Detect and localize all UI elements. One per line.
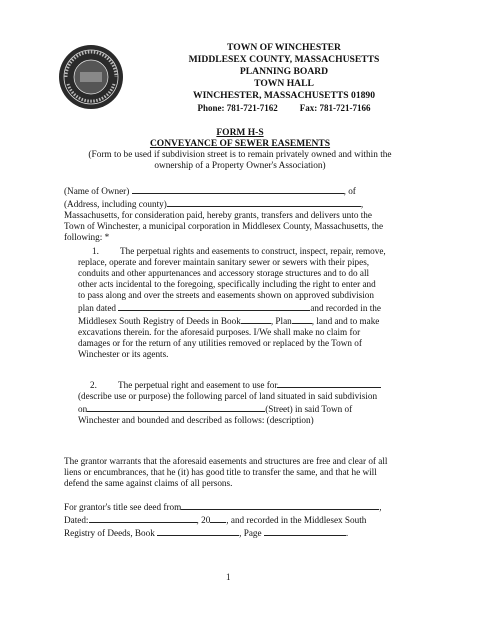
town-seal-icon (58, 44, 124, 110)
intro-line3: Massachusetts, for consideration paid, hereby grants, transfers and delivers unto the (64, 210, 372, 220)
on-label: on (78, 404, 88, 414)
form-number: FORM H-S (216, 128, 264, 138)
para1-line1: The perpetual rights and easements to construct, inspect, repair, remove, (120, 246, 386, 256)
para1-line3: conduits and other appurtenances and accessory storage structures and to do all (78, 268, 370, 278)
plan-dated-label: plan dated (78, 303, 117, 313)
paragraph-2 (78, 378, 398, 426)
para2-number: 2. (90, 380, 97, 390)
title-reference-section (64, 500, 414, 539)
department-name: PLANNING BOARD (239, 66, 329, 77)
form-subtitle: CONVEYANCE OF SEWER EASEMENTS (149, 139, 331, 149)
book-field[interactable] (241, 314, 271, 324)
owner-field[interactable] (132, 184, 344, 194)
para2-line1: The perpetual right and easement to use for (118, 380, 278, 390)
para1-line10: Winchester or its agents. (78, 349, 169, 359)
deed-from-label: For grantor's title see deed from (64, 502, 182, 512)
intro-line5: following: * (64, 232, 110, 242)
registry-label: Middlesex South Registry of Deeds in Book (78, 316, 241, 326)
address-field[interactable] (167, 197, 364, 209)
registry-book-field[interactable] (157, 526, 239, 536)
para1-line8: excavations therein. for the aforesaid purposes. I/We shall make no claim for (78, 327, 361, 337)
contact-line (160, 102, 408, 114)
street-text: (Street) in said Town of (265, 404, 353, 414)
para1-line2: replace, operate and forever maintain sanitary sewer or sewers with their pipes, (78, 257, 370, 267)
warranty-line1: The grantor warrants that the aforesaid easements and structures are free and clear of all (64, 456, 388, 466)
form-note-line1: (Form to be used if subdivision street is to remain privately owned and within the (88, 150, 392, 160)
para1-number: 1. (92, 246, 99, 256)
street-field[interactable] (87, 402, 265, 412)
form-note (60, 150, 420, 172)
para2-line4: Winchester and bounded and described as follows: (description) (78, 415, 314, 425)
form-note-line2: ownership of a Property Owner's Association) (154, 161, 326, 171)
para1-line5: to pass along and over the streets and easements shown on approved subdivision (78, 290, 374, 300)
warranty-line3: defend the same against claims of all persons. (64, 478, 233, 488)
warranty-line2: liens or encumbrances, that he (it) has good title to transfer the same, and that he will (64, 467, 377, 477)
para1-line4: other acts incidental to the foregoing, specifically including the right to enter and (78, 279, 376, 289)
period-text: . (345, 528, 349, 538)
recorded-middlesex-text: , and recorded in the Middlesex South (226, 515, 367, 525)
dated-field[interactable] (89, 513, 197, 523)
page-field[interactable] (264, 526, 349, 538)
plan-date-field[interactable] (118, 301, 310, 311)
registry-book-label: Registry of Deeds, Book (64, 528, 155, 538)
intro-section (64, 184, 404, 243)
dated-label: Dated: (64, 515, 89, 525)
fax-number: Fax: 781-721-7166 (299, 103, 371, 113)
year-prefix: , 20 (196, 515, 211, 525)
form-title-block (40, 128, 440, 150)
use-field[interactable] (277, 378, 381, 388)
plan-label: , Plan (270, 316, 292, 326)
phone-number: Phone: 781-721-7162 (197, 103, 278, 113)
para1-line9: damages or for the return of any utilities removed or replaced by the Town of (78, 338, 362, 348)
paragraph-1 (78, 246, 398, 360)
intro-line4: Town of Winchester, a municipal corporation in Middlesex County, Massachusetts, the (64, 221, 384, 231)
letterhead (160, 42, 408, 114)
owner-label: (Name of Owner) (64, 186, 130, 196)
land-text: , land and to make (311, 316, 380, 326)
warranty-section (64, 456, 414, 489)
town-name: TOWN OF WINCHESTER (227, 42, 341, 53)
address-label: (Address, including county) (64, 199, 167, 209)
building-name: TOWN HALL (254, 78, 314, 89)
page-label: , Page (239, 528, 262, 538)
recorded-text: and recorded in the (310, 303, 381, 313)
para2-line2: (describe use or purpose) the following parcel of land situated in said subdivision (78, 391, 378, 401)
city-state-zip: WINCHESTER, MASSACHUSETTS 01890 (192, 90, 376, 101)
county-name: MIDDLESEX COUNTY, MASSACHUSETTS (188, 54, 380, 65)
plan-field[interactable] (292, 314, 312, 324)
of-text: , of (343, 186, 356, 196)
deed-from-field[interactable] (181, 500, 382, 512)
comma-text: , (360, 199, 364, 209)
year-field[interactable] (210, 513, 226, 523)
comma-text: , (379, 502, 382, 512)
page-number: 1 (226, 572, 231, 582)
